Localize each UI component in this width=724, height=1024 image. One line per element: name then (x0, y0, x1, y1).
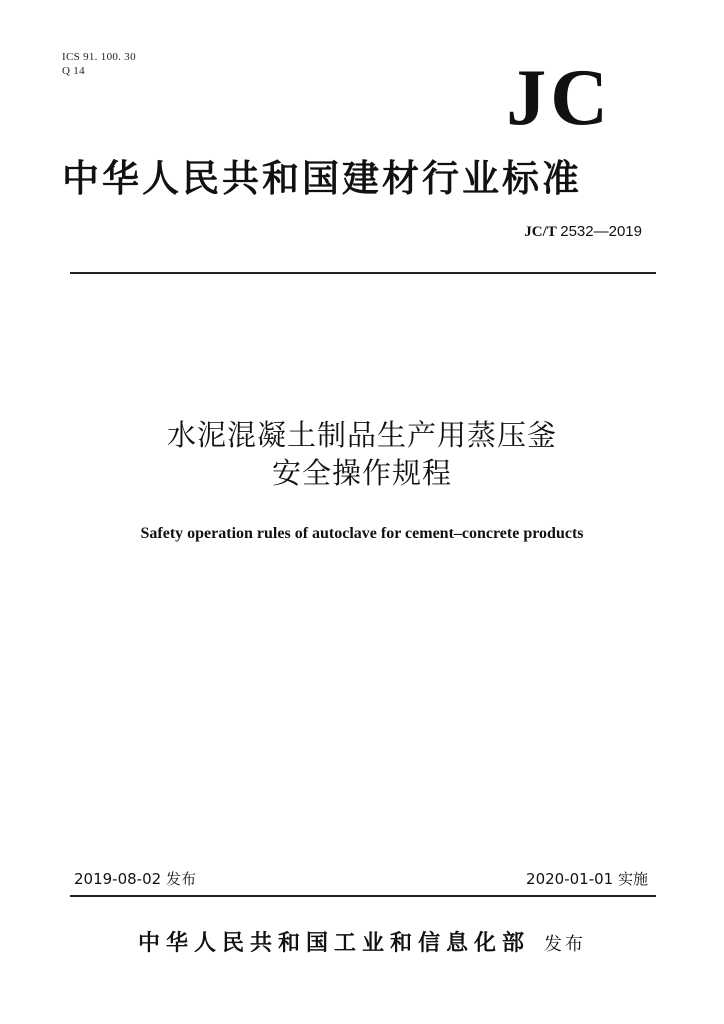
publisher-action: 发布 (544, 934, 586, 955)
document-title-line-2: 安全操作规程 (271, 456, 452, 490)
category-code: Q 14 (62, 65, 85, 77)
bottom-divider (70, 895, 656, 897)
standard-type-heading: 中华人民共和国建材行业标准 (62, 156, 582, 200)
issue-date: 2019-08-02 发布 (74, 870, 196, 888)
ics-code: ICS 91. 100. 30 (62, 51, 136, 63)
classification-codes (62, 50, 136, 78)
standard-number-value: 2532—2019 (560, 223, 642, 240)
standard-prefix: JC/T (524, 224, 557, 240)
publisher-name: 中华人民共和国工业和信息化部 (137, 930, 530, 956)
jc-logo: JC (506, 54, 612, 142)
english-title: Safety operation rules of autoclave for cement–concrete products (140, 525, 584, 542)
document-title-line-1: 水泥混凝土制品生产用蒸压釜 (166, 418, 557, 452)
top-divider (70, 272, 656, 274)
publisher-line (0, 929, 724, 959)
standard-number (524, 223, 642, 241)
implementation-date: 2020-01-01 实施 (526, 870, 648, 888)
